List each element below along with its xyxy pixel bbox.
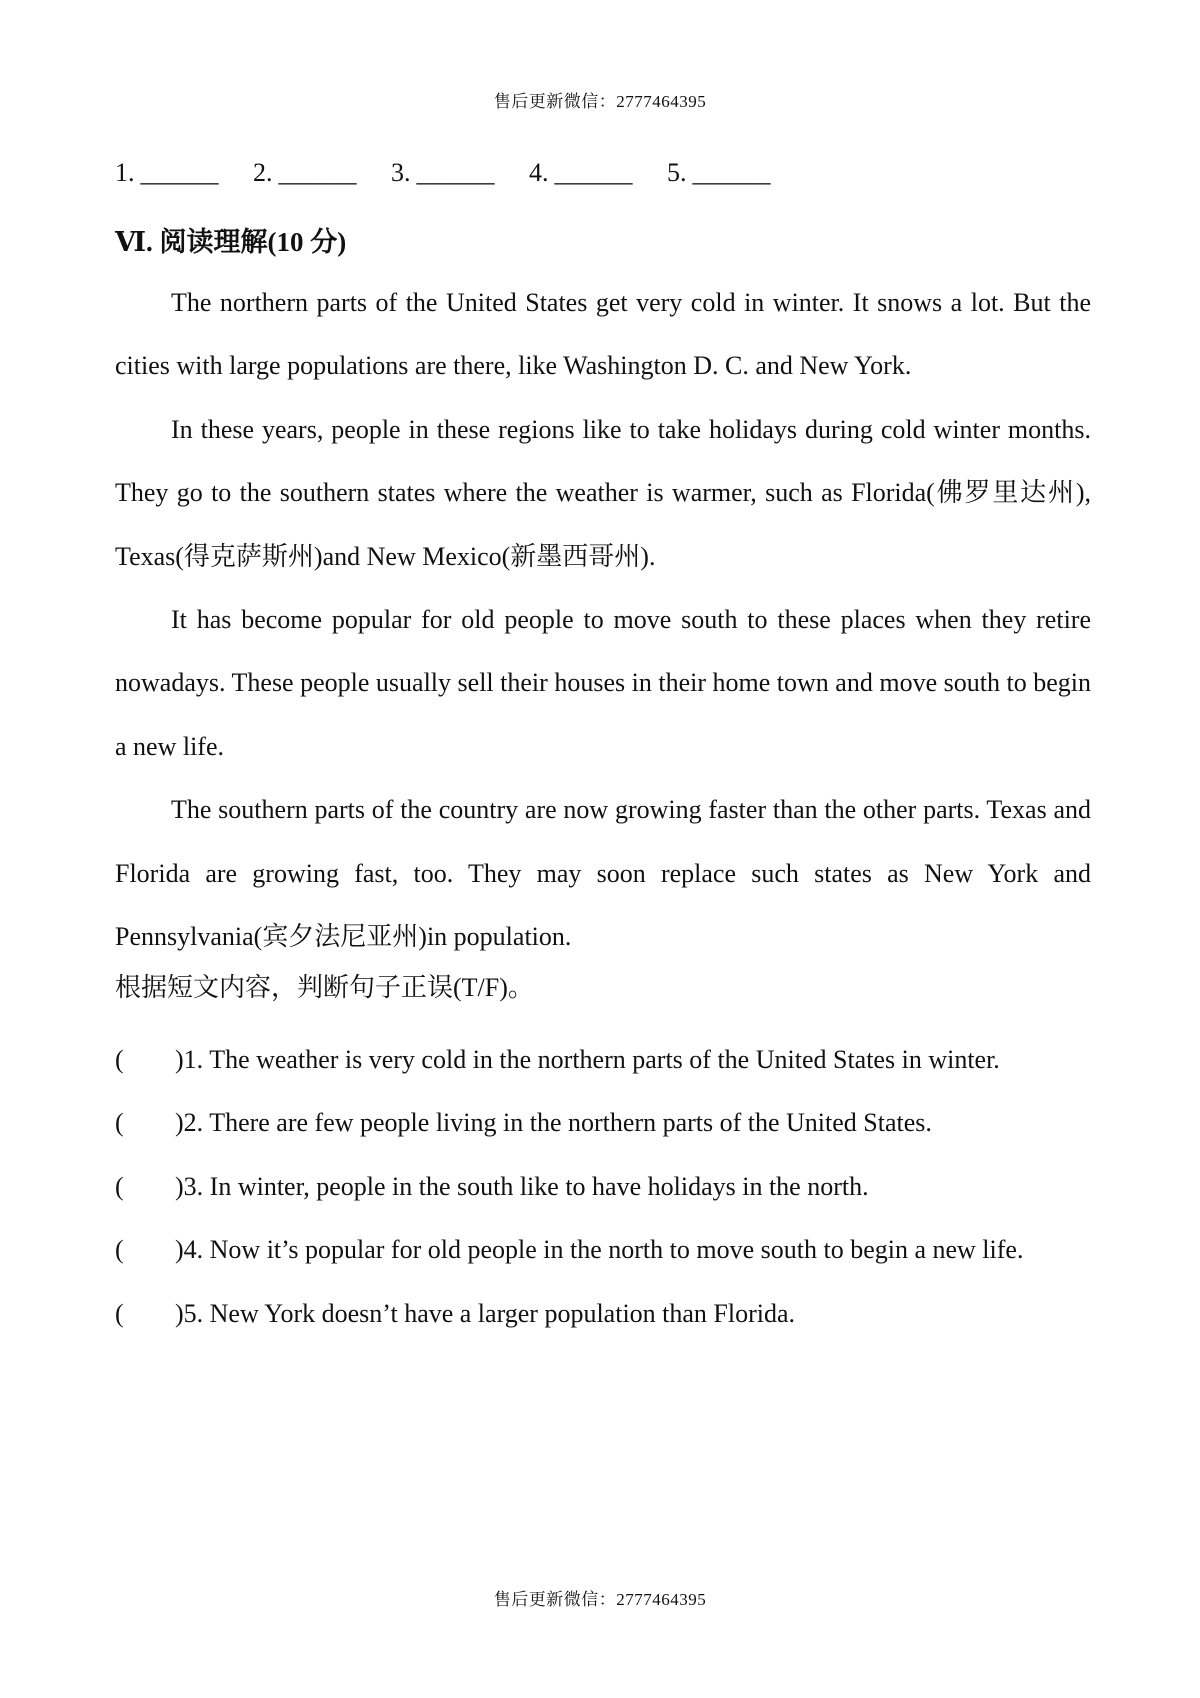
passage-paragraph: It has become popular for old people to move south to these places when they retire nowadays. These people usually sell their houses in their home town and move south to begin a new life. <box>115 605 1091 761</box>
question-item: ( )2. There are few people living in the northern parts of the United States. <box>115 1091 1091 1154</box>
answer-blank-1: 1. ______ <box>115 158 219 187</box>
question-item: ( )3. In winter, people in the south like to have holidays in the north. <box>115 1155 1091 1218</box>
true-false-questions <box>115 1028 1091 1345</box>
question-item: ( )4. Now it’s popular for old people in the north to move south to begin a new life. <box>115 1218 1091 1281</box>
passage-paragraph: The southern parts of the country are now growing faster than the other parts. Texas and Florida are growing fast, too. They may soon replace such states as New York and Pennsylvania(宾夕法尼亚州)in population. <box>115 795 1091 952</box>
answer-paren: ( <box>115 1045 124 1074</box>
question-item: ( )5. New York doesn’t have a larger population than Florida. <box>115 1282 1091 1345</box>
reading-passage <box>115 271 1091 968</box>
footer-note: 售后更新微信：2777464395 <box>493 1590 707 1609</box>
answer-blank-5: 5. ______ <box>667 158 771 187</box>
answer-paren: ( <box>115 1298 124 1328</box>
answer-paren: ( <box>115 1235 124 1265</box>
answer-blank-4: 4. ______ <box>529 158 633 187</box>
question-instruction: 根据短文内容，判断句子正误(T/F)。 <box>115 973 534 1002</box>
answer-blank-3: 3. ______ <box>391 158 495 187</box>
header-note: 售后更新微信：2777464395 <box>493 92 707 111</box>
question-item: ( )1. The weather is very cold in the northern parts of the United States in winter. <box>115 1028 1091 1091</box>
answer-blanks-row <box>115 158 799 188</box>
passage-paragraph: The northern parts of the United States get very cold in winter. It snows a lot. But the cities with large populations are there, like Washington D. C. and New York. <box>115 288 1091 381</box>
section-title: Ⅵ. 阅读理解(10 分) <box>115 227 347 257</box>
answer-blank-2: 2. ______ <box>253 158 357 187</box>
answer-paren: ( <box>115 1108 124 1138</box>
answer-paren: ( <box>115 1171 124 1201</box>
passage-paragraph: In these years, people in these regions like to take holidays during cold winter months. They go to the southern states where the weather is warmer, such as Florida(佛罗里达州), Texas(得克萨斯州)and New Mexico(新墨西哥州). <box>115 414 1091 571</box>
